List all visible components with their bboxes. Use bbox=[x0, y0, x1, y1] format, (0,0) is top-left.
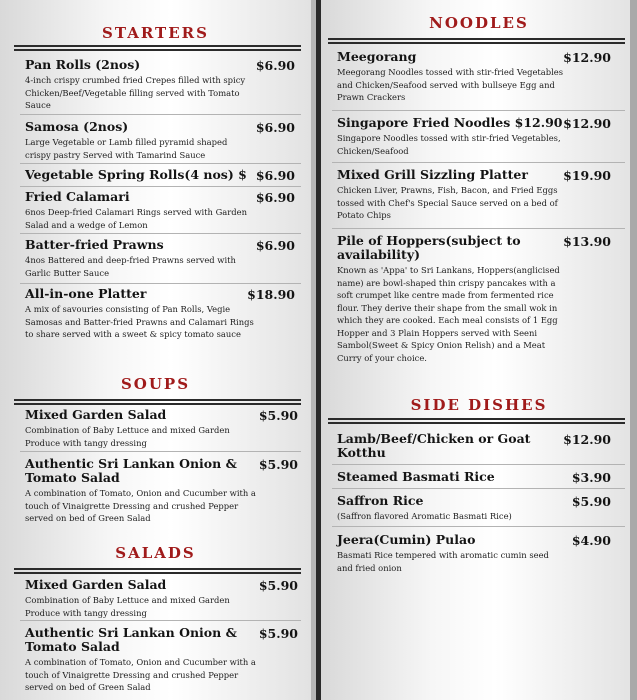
noodles-title: NOODLES bbox=[429, 14, 529, 32]
item-description: Singapore Noodles tossed with stir-fried Vegetables, Chicken/Seafood bbox=[337, 133, 561, 156]
menu-item-pan-rolls: Pan Rolls (2nos) $6.90 4-inch crispy crumbed fried Crepes filled with spicy Chicken/Beef/Vegetable filling served with Tomato Sauce bbox=[25, 57, 295, 110]
item-separator bbox=[332, 526, 625, 527]
item-price: $5.90 bbox=[258, 578, 298, 593]
item-price: $19.90 bbox=[563, 168, 611, 183]
item-separator bbox=[332, 228, 625, 229]
item-price: $6.90 bbox=[255, 120, 295, 135]
item-description: 6nos Deep-fried Calamari Rings served with Garden Salad and a wedge of Lemon bbox=[25, 207, 247, 230]
item-separator bbox=[332, 162, 625, 163]
item-price: $18.90 bbox=[247, 287, 295, 302]
starters-title: STARTERS bbox=[102, 24, 209, 42]
item-description: Basmati Rice tempered with aromatic cumin seed and fried onion bbox=[337, 550, 549, 573]
menu-item-meegorang: Meegorang $12.90 Meegorang Noodles tossed with stir-fried Vegetables and Chicken/Seafood served with bullseye Egg and Prawn Crackers bbox=[337, 49, 611, 102]
noodles-rule bbox=[328, 38, 625, 44]
soups-rule bbox=[14, 399, 301, 405]
item-price: $4.90 bbox=[571, 533, 611, 548]
salads-rule bbox=[14, 568, 301, 574]
starters-rule bbox=[14, 45, 301, 51]
item-description: 4-inch crispy crumbed fried Crepes filled with spicy Chicken/Beef/Vegetable filling served with Tomato Sauce bbox=[25, 75, 246, 110]
item-separator bbox=[20, 114, 301, 115]
right-menu-panel bbox=[321, 0, 637, 700]
menu-item-jeera-pulao: Jeera(Cumin) Pulao $4.90 Basmati Rice tempered with aromatic cumin seed and fried onion bbox=[337, 532, 611, 573]
side-dishes-rule bbox=[328, 418, 625, 424]
item-description: Chicken Liver, Prawns, Fish, Bacon, and Fried Eggs tossed with Chef's Special Sauce served on a bed of Potato Chips bbox=[337, 185, 558, 220]
item-description: A mix of savouries consisting of Pan Rolls, Vegie Samosas and Batter-fried Prawns and Calamari Rings to share served with a sweet & spicy tomato sauce bbox=[25, 304, 254, 339]
menu-item-mixed-garden-salad: Mixed Garden Salad $5.90 Combination of Baby Lettuce and mixed Garden Produce with tangy dressing bbox=[25, 407, 298, 448]
menu-item-mixed-grill-platter: Mixed Grill Sizzling Platter $19.90 Chicken Liver, Prawns, Fish, Bacon, and Fried Eggs tossed with Chef's Special Sauce served on a bed of Potato Chips bbox=[337, 167, 611, 220]
salads-title: SALADS bbox=[115, 544, 196, 562]
item-separator bbox=[20, 620, 301, 621]
menu-item-pile-of-hoppers: Pile of Hoppers(subject to availability) $13.90 Known as 'Appa' to Sri Lankans, Hoppers(anglicised name) are bowl-shaped thin crispy pancakes with a soft crumpet like centre made from fermented rice flour. They derive their shape from the small wok in which they are cooked. Each meal consists of 1 Egg Hopper and 3 Plain Hoppers served with Seeni Sambol(Sweet & Spicy Onion Relish) and a Meat Curry of your choice. bbox=[337, 233, 611, 363]
item-price: $6.90 bbox=[255, 238, 295, 253]
item-description: 4nos Battered and deep-fried Prawns served with Garlic Butter Sauce bbox=[25, 255, 236, 278]
item-separator bbox=[332, 110, 625, 111]
item-description: Known as 'Appa' to Sri Lankans, Hoppers(anglicised name) are bowl-shaped thin crispy pancakes with a soft crumpet like centre made from fermented rice flour. They derive their shape from the small wok in which they are cooked. Each meal consists of 1 Egg Hopper and 3 Plain Hoppers served with Seeni Sambol(Sweet & Spicy Onion Relish) and a Meat Curry of your choice. bbox=[337, 265, 560, 363]
item-separator bbox=[332, 464, 625, 465]
item-description: Large Vegetable or Lamb filled pyramid shaped crispy pastry Served with Tamarind Sauce bbox=[25, 137, 228, 160]
item-description: A combination of Tomato, Onion and Cucumber with a touch of Vinaigrette Dressing and crushed Pepper served on bed of Green Salad bbox=[25, 657, 256, 692]
item-price: $5.90 bbox=[571, 494, 611, 509]
right-edge bbox=[630, 0, 637, 700]
menu-item-onion-tomato-salad-2: Authentic Sri Lankan Onion & Tomato Salad $5.90 A combination of Tomato, Onion and Cucumber with a touch of Vinaigrette Dressing and crushed Pepper served on bed of Green Salad bbox=[25, 625, 298, 692]
item-description: A combination of Tomato, Onion and Cucumber with a touch of Vinaigrette Dressing and crushed Pepper served on bed of Green Salad bbox=[25, 488, 256, 523]
item-price: $3.90 bbox=[571, 470, 611, 485]
item-price: $6.90 bbox=[255, 190, 295, 205]
item-price: $5.90 bbox=[258, 408, 298, 423]
item-separator bbox=[332, 488, 625, 489]
left-menu-panel bbox=[0, 0, 311, 700]
item-separator bbox=[20, 451, 301, 452]
menu-item-fried-calamari: Fried Calamari $6.90 6nos Deep-fried Calamari Rings served with Garden Salad and a wedge of Lemon bbox=[25, 189, 295, 230]
item-description: (Saffron flavored Aromatic Basmati Rice) bbox=[337, 511, 512, 521]
side-dishes-title: SIDE DISHES bbox=[410, 396, 548, 414]
menu-item-saffron-rice: Saffron Rice $5.90 (Saffron flavored Aromatic Basmati Rice) bbox=[337, 493, 611, 521]
item-description: Combination of Baby Lettuce and mixed Garden Produce with tangy dressing bbox=[25, 425, 230, 448]
menu-item-samosa: Samosa (2nos) $6.90 Large Vegetable or Lamb filled pyramid shaped crispy pastry Served with Tamarind Sauce bbox=[25, 119, 295, 160]
item-price: $6.90 bbox=[255, 58, 295, 73]
item-description: Meegorang Noodles tossed with stir-fried Vegetables and Chicken/Seafood served with bullseye Egg and Prawn Crackers bbox=[337, 67, 564, 102]
item-price: $5.90 bbox=[258, 626, 298, 641]
item-separator bbox=[20, 186, 301, 187]
menu-item-steamed-basmati-rice: Steamed Basmati Rice $3.90 bbox=[337, 469, 611, 485]
item-price: $12.90 bbox=[563, 50, 611, 65]
menu-item-kotthu: Lamb/Beef/Chicken or Goat Kotthu $12.90 bbox=[337, 431, 611, 460]
item-separator bbox=[20, 233, 301, 234]
menu-item-batter-fried-prawns: Batter-fried Prawns $6.90 4nos Battered and deep-fried Prawns served with Garlic Butter Sauce bbox=[25, 237, 295, 278]
item-price: $12.90 bbox=[563, 116, 611, 131]
menu-item-all-in-one-platter: All-in-one Platter $18.90 A mix of savouries consisting of Pan Rolls, Vegie Samosas and Batter-fried Prawns and Calamari Rings to share served with a sweet & spicy tomato sauce bbox=[25, 286, 295, 339]
item-price: $5.90 bbox=[258, 457, 298, 472]
menu-item-onion-tomato-salad: Authentic Sri Lankan Onion & Tomato Salad $5.90 A combination of Tomato, Onion and Cucumber with a touch of Vinaigrette Dressing and crushed Pepper served on bed of Green Salad bbox=[25, 456, 298, 523]
item-separator bbox=[20, 283, 301, 284]
item-description: Combination of Baby Lettuce and mixed Garden Produce with tangy dressing bbox=[25, 595, 230, 618]
menu-item-spring-rolls: Vegetable Spring Rolls(4 nos) $ $6.90 bbox=[25, 167, 295, 183]
item-price: $12.90 bbox=[563, 432, 611, 447]
item-price: $6.90 bbox=[255, 168, 295, 183]
menu-item-singapore-noodles: Singapore Fried Noodles $12.90 $12.90 Singapore Noodles tossed with stir-fried Vegetables, Chicken/Seafood bbox=[337, 115, 611, 156]
item-price: $13.90 bbox=[563, 234, 611, 249]
menu-item-mixed-garden-salad-2: Mixed Garden Salad $5.90 Combination of Baby Lettuce and mixed Garden Produce with tangy dressing bbox=[25, 577, 298, 618]
soups-title: SOUPS bbox=[120, 375, 191, 393]
item-separator bbox=[20, 163, 301, 164]
